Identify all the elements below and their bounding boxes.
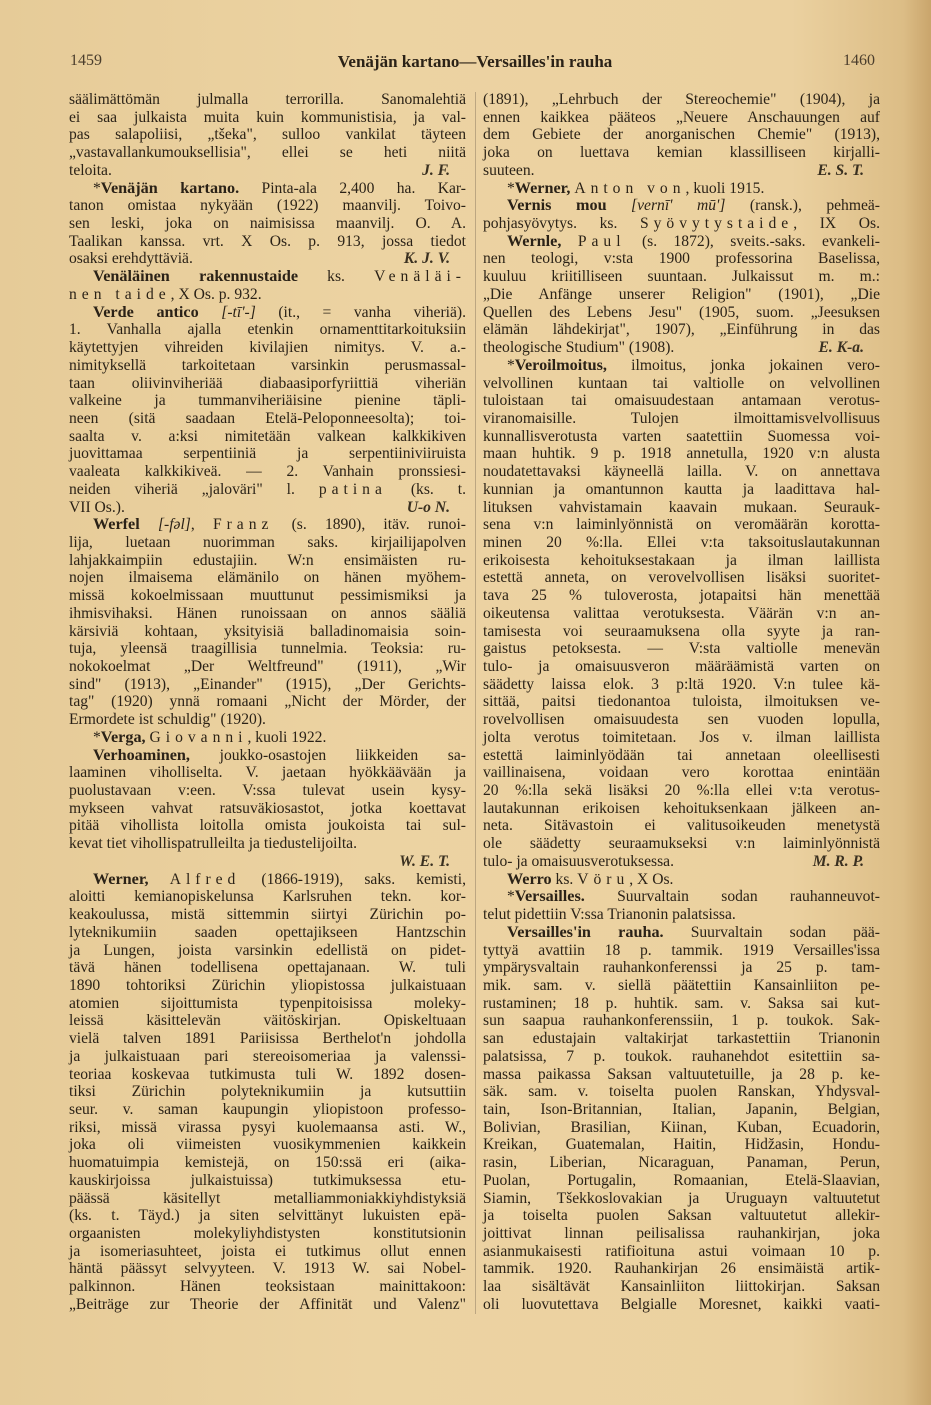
text-line	[69, 747, 466, 765]
text-run: , X Os.	[629, 870, 674, 888]
text-run: *	[93, 179, 101, 197]
text-line: lahjakkaimpiin edustajiin. W:n ensimäisten ru-	[69, 551, 466, 569]
text-line: säädetty laissa elok. 3 p:ltä 1920. V:n tulee kä-	[483, 675, 880, 693]
text-run: ilmoitus, jonka jokainen vero-	[606, 356, 880, 374]
text-line: ihmisvihaksi. Hänen runoissaan on annos sääliä	[69, 604, 466, 622]
text-line	[69, 711, 466, 729]
text-line: puolustavaan v:een. V:ssa tulevat usein kysy-	[69, 782, 466, 800]
author-initials: E. K-a.	[818, 339, 864, 357]
spaced-name: Franz	[212, 516, 274, 534]
text-line	[483, 215, 880, 233]
text-line	[483, 357, 880, 375]
text-line: laaminen viholliselta. V. jaetaan hyökkäävään ja	[69, 764, 466, 782]
text-run: , kuoli 1922.	[247, 728, 327, 746]
text-line	[483, 888, 880, 906]
text-line: aloitti kemianopiskelunsa Karlsruhen tekn. kor-	[69, 888, 466, 906]
text-line: keakoulussa, mistä sittemmin siirtyi Zürichin po-	[69, 906, 466, 924]
text-run: *	[507, 179, 515, 197]
author-initials: K. J. V.	[403, 250, 450, 268]
entry-headword: Verde antico	[93, 302, 199, 321]
text-line: 1890 tohtoriksi Zürichin yliopistossa julkaistuaan	[69, 976, 466, 994]
spaced-name: Paul	[577, 232, 626, 250]
text-run: (s. 1872), sveits.-saks. evankeli-	[625, 232, 880, 250]
text-line: teoriaa koskevaa tutkimusta tuli W. 1892 dosen-	[69, 1065, 466, 1083]
text-line: neen (sitä saadaan Etelä-Peloponneesolta); toi-	[69, 409, 466, 427]
text-run	[199, 304, 222, 321]
text-line: huomatuimpia kemistejä, on 150:ssä eri (aika-	[69, 1154, 466, 1172]
text-run: teloita.	[69, 161, 112, 179]
entry-headword: Versailles'in rauha.	[507, 922, 664, 941]
text-line: estettä laiminlyödään tai annetaan oleellisesti	[483, 746, 880, 764]
text-line: sind" (1913), „Einander" (1915), „Der Gerichts-	[69, 675, 466, 693]
text-line	[483, 871, 880, 889]
text-line: nen teologi, v:sta 1900 professorina Baselissa,	[483, 250, 880, 268]
spaced-name: patina	[318, 480, 387, 498]
text-line: pitää vihollista loitolla omista joukoista tai sul-	[69, 817, 466, 835]
entry-headword: Verga,	[100, 727, 146, 746]
text-line: atomien sijoittumista typenpitoisissa moleky-	[69, 994, 466, 1012]
text-line: ennen kaikkea pääteos „Neuere Anschauungen auf	[483, 108, 880, 126]
text-line: Kreikan, Guatemalan, Haitin, Hidžasin, Hondu-	[483, 1136, 880, 1154]
spaced-name: Giovanni	[149, 728, 248, 746]
text-run: ks.	[298, 268, 375, 286]
text-line: nimityksellä tarkoitetaan varsinkin perusmassal-	[69, 356, 466, 374]
text-line: lautakunnan erikoisen kehoituksenkaan jälkeen an-	[483, 799, 880, 817]
text-run: neiden viheriä „jaloväri" l.	[69, 480, 319, 498]
entry-headword: Wernle,	[507, 231, 562, 250]
text-line	[69, 268, 466, 286]
text-line: „Beiträge zur Theorie der Affinität und Valenz"	[69, 1295, 466, 1313]
right-column	[483, 91, 880, 1314]
text-line	[69, 871, 466, 889]
text-line	[69, 499, 466, 517]
text-run: ,	[190, 516, 213, 534]
text-line: kunnian ja omantunnon kautta ja laadittava hal-	[483, 480, 880, 498]
text-run: *	[93, 728, 101, 746]
text-line: kuuluu kriitilliseen suuntaan. Julkaissut m. m.:	[483, 268, 880, 286]
text-line: lija, luetaan nuorimman saks. kirjailijapolven	[69, 533, 466, 551]
text-run: kevat tiet vihollispatrulleilta ja tiedustelijoilta.	[69, 835, 357, 853]
text-line: (ks. t. Täyd.) ja siten selvittänyt lukuisten epä-	[69, 1207, 466, 1225]
text-line: Puolan, Portugalin, Romaanian, Etelä-Slaavian,	[483, 1171, 880, 1189]
text-run	[607, 197, 631, 214]
author-initials: U-o N.	[406, 498, 450, 516]
line-text	[483, 162, 535, 180]
pronunciation: [-fəl]	[157, 516, 191, 534]
left-column	[69, 91, 466, 1314]
text-line: tain, Ison-Britannian, Italian, Japanin, Belgian,	[483, 1100, 880, 1118]
text-line	[483, 853, 880, 871]
text-line	[483, 339, 880, 357]
text-line	[69, 286, 466, 304]
text-run: tulo- ja omaisuusverotuksessa.	[483, 852, 674, 870]
text-run: , IX Os.	[793, 215, 880, 233]
entry-headword: Venäjän kartano.	[100, 178, 240, 197]
entry-headword: Werner,	[93, 869, 149, 888]
text-line: ja isomeriasuhteet, joista ei tutkimus ollut ennen	[69, 1242, 466, 1260]
text-line: 1. Vanhalla ajalla etenkin ornamenttitarkoituksiin	[69, 321, 466, 339]
text-line: sun saapua rauhankonferenssiin, 1 p. toukok. Sak-	[483, 1012, 880, 1030]
text-line: rovelvollisen omaisuudesta sen vuoden lopulla,	[483, 711, 880, 729]
text-line: seur. v. saman kaupungin yliopistoon professo-	[69, 1100, 466, 1118]
text-line: palkinnon. Hänen teoksistaan mainittakoon:	[69, 1278, 466, 1296]
text-run	[140, 516, 158, 533]
text-line: massa paikassa Saksan valtuutetuille, ja 28 p. ke-	[483, 1065, 880, 1083]
text-line: laa sisältävät Kansainliiton liittokirjan. Saksan	[483, 1278, 880, 1296]
text-line	[483, 162, 880, 180]
line-text	[69, 499, 125, 517]
text-run: Pinta-ala 2,400 ha. Kar-	[239, 179, 466, 197]
text-line: Quellen des Lebens Jesu" (1905, suom. „Jeesuksen	[483, 303, 880, 321]
pronunciation: [vernī' mū']	[631, 197, 726, 215]
text-line: tag" (1920) ynnä romaani „Nicht der Mörder, der	[69, 693, 466, 711]
text-line: tava 25 % tuloverosta, jotapaitsi hän menettää	[483, 587, 880, 605]
text-line: sittää, paitsi tiedonantoa tuloista, ilmoituksen ve-	[483, 693, 880, 711]
text-line: gaistus petoksesta. — V:sta valtiolle menevän	[483, 640, 880, 658]
entry-headword: Venäläinen rakennustaide	[93, 267, 299, 286]
text-line: rustaminen; 18 p. huhtik. sam. v. Saksa sai kut-	[483, 994, 880, 1012]
text-line	[69, 180, 466, 198]
text-line: sena v:n laiminlyönnistä on veromäärän korotta-	[483, 516, 880, 534]
text-line: ja Lungen, joista varsinkin edellistä on pidet-	[69, 941, 466, 959]
spaced-name: nen taide	[69, 285, 171, 303]
text-line	[69, 250, 466, 268]
text-line: ole säädetty seuraamukseksi v:n laiminlyönnistä	[483, 835, 880, 853]
running-title: Venäjän kartano—Versailles'in rauha	[337, 52, 613, 71]
text-line: säk. sam. v. toiselta puolen Ranskan, Yhdysval-	[483, 1083, 880, 1101]
entry-headword: Veroilmoitus,	[514, 355, 607, 374]
text-run: (1866-1919), saks. kemisti,	[240, 870, 466, 888]
line-text	[483, 853, 674, 871]
text-run: (ks. t.	[386, 480, 466, 498]
text-line: pas salapoliisi, „tšeka", sulloo vankilat täyteen	[69, 126, 466, 144]
text-line	[483, 233, 880, 251]
text-line: valkeine ja tummanviheriäisine pienine täpli-	[69, 392, 466, 410]
text-run: (it., = vanha viheriä).	[255, 303, 466, 321]
text-run: telut pidettiin V:ssa Trianonin palatsissa.	[483, 906, 736, 924]
text-line: tammik. 1920. Rauhankirjan 26 ensimäistä artik-	[483, 1260, 880, 1278]
text-line: velvollinen kuntaan tai valtiolle on velvollinen	[483, 374, 880, 392]
text-line: nojen ilmaisema elämänilo on hänen myöhem-	[69, 569, 466, 587]
text-line: missä kokoelmissaan muuttunut pessimismiksi ja	[69, 587, 466, 605]
spaced-name: Venäläi-	[374, 268, 466, 286]
text-run: Suurvaltain sodan pää-	[663, 923, 880, 941]
text-line: „Die Anfänge unserer Religion" (1901), „Die	[483, 285, 880, 303]
text-line: tamisesta voi seuraamuksena olla syyte ja ran-	[483, 622, 880, 640]
text-line: Siamin, Tšekkoslovakian ja Uruguayn valtuutetut	[483, 1189, 880, 1207]
entry-headword: Werner,	[514, 178, 571, 197]
text-line: tuloistaan tai omaisuudestaan antamaan verotus-	[483, 392, 880, 410]
text-run: Suurvaltain sodan rauhanneuvot-	[584, 888, 880, 906]
text-line: joittivat linnan peilisalissa rauhankirjan, joka	[483, 1225, 880, 1242]
text-line: palatsissa, 7 p. toukok. rauhanehdot esitettiin sa-	[483, 1047, 880, 1065]
text-line: tiksi Zürichin polyteknikumiin ja kutsuttiin	[69, 1083, 466, 1101]
text-run: pohjasyövytys. ks.	[483, 215, 640, 233]
line-text	[69, 162, 112, 180]
text-run: ks.	[551, 870, 578, 888]
text-line	[483, 924, 880, 942]
text-line: ympärysvaltain rauhankonferenssi ja 25 p. tam-	[483, 959, 880, 977]
text-line: kärsiviä kohtaan, yksityisiä balladinomaisia soin-	[69, 622, 466, 640]
text-line: vaaleata kalkkikiveä. — 2. Vanhain pronssiesi-	[69, 463, 466, 481]
spaced-name: Syövytystaide	[639, 215, 794, 233]
text-line: leissä käsittelevän väitöskirjan. Opiskeltuaan	[69, 1012, 466, 1030]
text-run: , kuoli 1915.	[685, 179, 765, 197]
text-line: sen leski, joka on naimisissa maanvilj. O. A.	[69, 215, 466, 233]
entry-headword: Versailles.	[514, 887, 585, 906]
text-line	[483, 906, 880, 924]
column-divider	[475, 92, 476, 1314]
entry-headword: Verhoaminen,	[93, 745, 190, 764]
text-run: Ermordete ist schuldig" (1920).	[69, 711, 266, 729]
text-line: oikeutensa valittaa verotuksesta. Väärän v:n an-	[483, 604, 880, 622]
text-line: 20 %:lla sekä lisäksi 20 %:lla ellei v:ta verotus-	[483, 782, 880, 800]
text-run: osaksi erehdyttäviä.	[69, 250, 193, 268]
text-line: elämän lähdekirjat", 1907), „Einführung in das	[483, 321, 880, 339]
text-run: *	[507, 888, 515, 906]
text-line: erikoisesta kehoituksestakaan ja ilman laillista	[483, 551, 880, 569]
text-run	[561, 233, 577, 250]
text-line: san edustajain valtakirjat tarkastettiin Trianonin	[483, 1030, 880, 1048]
text-line: vaillinaisena, voidaan vero korottaa enintään	[483, 764, 880, 782]
text-line: estettä anneta, on verovelvollisen lisäksi suoritet-	[483, 569, 880, 587]
pronunciation: [-tī'-]	[221, 303, 256, 321]
text-line: oli luovutettava Belgialle Moresnet, kaikki vaati-	[483, 1295, 880, 1313]
author-initials: E. S. T.	[817, 161, 864, 179]
author-initials: W. E. T.	[399, 852, 450, 870]
text-line: lituksen vahvistamain kaavain mukaan. Seurauk-	[483, 498, 880, 516]
entry-headword: Vernis mou	[507, 196, 607, 215]
text-run	[149, 871, 170, 888]
text-line: säälimättömän julmalla terrorilla. Sanomalehtiä	[69, 91, 466, 108]
line-text	[483, 339, 674, 357]
text-line: ja toiselta puolen Saksan valtuutetut allekir-	[483, 1207, 880, 1225]
text-line: jolta verotus toimitetaan. Jos v. ilman laillista	[483, 728, 880, 746]
text-line	[69, 516, 466, 534]
text-line	[483, 197, 880, 215]
text-line: orgaanisten molekyliyhdistysten konstitutsionin	[69, 1225, 466, 1242]
text-line: taan oliivinviheriää diabaasiporfyriittiä viheriän	[69, 374, 466, 392]
text-run: , X Os. p. 932.	[170, 285, 262, 303]
text-line: ja julkaistuaan pari stereoisomeriaa ja valenssi-	[69, 1047, 466, 1065]
text-line: käytettyjen vihreiden kivilajien nimitys. V. a.-	[69, 339, 466, 357]
page-number-right: 1460	[843, 52, 875, 69]
text-run: theologische Studium" (1908).	[483, 339, 675, 357]
text-line	[69, 835, 466, 853]
text-line: asianmukaisesti ratifioituna astui voimaan 10 p.	[483, 1242, 880, 1260]
text-line: nokokoelmat „Der Weltfreund" (1911), „Wir	[69, 658, 466, 675]
entry-headword: Werfel	[93, 515, 140, 534]
text-line: riksi, missä virassa pysyi kuolemaansa asti. W.,	[69, 1118, 466, 1136]
text-line: tanon omistaa nykyään (1922) maanvilj. Toivo-	[69, 197, 466, 215]
text-line: tulo- ja omaisuusveron määräämistä varten on	[483, 658, 880, 675]
text-line: rasin, Liberian, Nicaraguan, Panaman, Perun,	[483, 1154, 880, 1172]
text-line: lyteknikumiin saaden opettajikseen Hantzschin	[69, 923, 466, 941]
page-number-left: 1459	[70, 52, 102, 69]
text-line: tyttyä avattiin 18 p. tammik. 1919 Versailles'issa	[483, 941, 880, 959]
text-line: juovittamaa serpentiiniä ja serpentiiniviiruista	[69, 445, 466, 463]
text-line: noudatettavaksi käyneellä lailla. V. on annettava	[483, 463, 880, 481]
text-line	[69, 481, 466, 499]
author-initials: M. R. P.	[812, 852, 864, 870]
text-line: (1891), „Lehrbuch der Stereochemie" (1904), ja	[483, 91, 880, 108]
text-line: päässä käsitellyt metalliammoniakkiyhdistyksiä	[69, 1189, 466, 1207]
text-run: joukko-osastojen liikkeiden sa-	[189, 746, 466, 764]
spaced-name: Anton von	[574, 179, 686, 197]
text-line: neta. Sitävastoin ei valitusoikeuden menetystä	[483, 817, 880, 835]
text-line	[69, 729, 466, 747]
text-line: tuja, yleensä traagillisia tunnelmia. Teoksia: ru-	[69, 640, 466, 658]
author-initials: J. F.	[422, 161, 450, 179]
text-line: häntä päässyt selvyyteen. V. 1913 W. sai Nobel-	[69, 1260, 466, 1278]
text-line: joka oli viimeisten vuosikymmenien kaikkein	[69, 1136, 466, 1154]
text-run: (ransk.), pehmeä-	[725, 197, 880, 215]
line-text	[69, 250, 193, 268]
text-line: tävä hänen todellisena opettajanaan. W. tuli	[69, 959, 466, 977]
text-line: maan huhtik. 9 p. 1918 annetulla, 1920 v:n alusta	[483, 445, 880, 463]
text-line	[483, 180, 880, 198]
text-line: mykseen vahvat ratsuväkiosastot, jotka koettavat	[69, 799, 466, 817]
text-line: kunnallisverotusta varten saatettiin Suomessa voi-	[483, 427, 880, 445]
text-line: „vastavallankumouksellisia", ellei se heti niitä	[69, 144, 466, 162]
text-run: *	[507, 356, 515, 374]
spaced-name: Alfred	[169, 870, 241, 888]
text-line: Bolivian, Brasilian, Kiinan, Kuban, Ecuadorin,	[483, 1118, 880, 1136]
spaced-name: Vöru	[577, 870, 630, 888]
text-line: mik. sam. v. siellä päätettiin Kansainliiton pe-	[483, 976, 880, 994]
text-line: Taalikan kanssa. vrt. X Os. p. 913, jossa tiedot	[69, 232, 466, 250]
text-line	[69, 304, 466, 322]
text-line: dem Gebiete der anorganischen Chemie" (1913),	[483, 126, 880, 144]
text-run: VII Os.).	[69, 498, 125, 516]
text-line	[69, 853, 466, 871]
text-line: kauskirjoissa julkaistuissa) tutkimuksessa etu-	[69, 1171, 466, 1189]
text-run: suuteen.	[483, 161, 535, 179]
text-line: saalta v. a:ksi nimitetään valkean kalkkikiven	[69, 427, 466, 445]
entry-headword: Werro	[507, 869, 552, 888]
text-line	[69, 162, 466, 180]
text-line: ei saa julkaista muita kuin kommunistisia, ja val-	[69, 108, 466, 126]
text-line: minen 20 %:lla. Ellei v:ta taksoituslautakunnan	[483, 533, 880, 551]
text-line: viranomaisille. Tulojen ilmoittamisvelvollisuus	[483, 409, 880, 427]
text-run: (s. 1890), itäv. runoi-	[273, 516, 466, 534]
text-line: vielä talven 1891 Pariisissa Berthelot'n johdolla	[69, 1030, 466, 1048]
text-line: joka on luettava kemian klassilliseen kirjalli-	[483, 144, 880, 162]
